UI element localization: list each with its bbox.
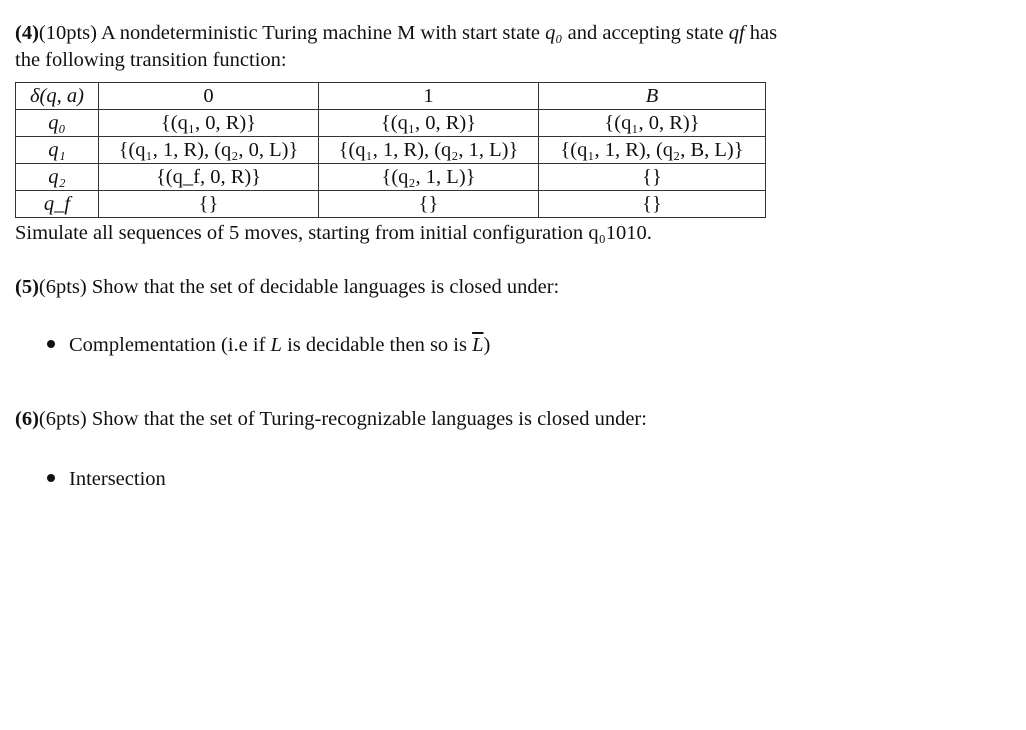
transition-cell: {(q_f, 0, R)} (99, 164, 319, 191)
transition-cell: {} (99, 191, 319, 218)
bullet-text-b: is decidable then so is (281, 334, 473, 356)
transition-cell: {} (539, 164, 766, 191)
bullet-text-a: Complementation (i.e if (69, 334, 271, 356)
table-row (16, 191, 766, 218)
question-5 (15, 274, 1015, 301)
question-4-points: (10pts) (38, 22, 97, 44)
table-header-row (16, 83, 766, 110)
header-cell: 1 (319, 83, 539, 110)
bullet-text-c: ) (483, 334, 491, 356)
question-5-bullet (47, 332, 1015, 359)
state-cell: q₀ (16, 110, 99, 137)
question-6-text: Show that the set of Turing-recognizable languages is closed under: (91, 408, 647, 430)
table-row (16, 137, 766, 164)
transition-cell: {(q₁, 0, R)} (99, 110, 319, 137)
question-4-text-a: A nondeterministic Turing machine M with start state (100, 22, 546, 44)
question-6-number: (6) (15, 408, 39, 430)
table-row (16, 110, 766, 137)
transition-cell: {(q₁, 0, R)} (319, 110, 539, 137)
transition-cell: {} (319, 191, 539, 218)
initial-configuration: q₀1010. (588, 222, 652, 244)
header-cell: δ(q, a) (16, 83, 99, 110)
question-4-text-b: and accepting state (562, 22, 729, 44)
simulate-text: Simulate all sequences of 5 moves, starting from initial configuration (15, 222, 589, 244)
question-4-intro (15, 20, 1015, 74)
bullet-icon (47, 474, 55, 482)
document-page (15, 20, 1015, 493)
question-4-line2: the following transition function: (15, 49, 287, 71)
bullet-text (69, 332, 490, 359)
start-state-symbol: q₀ (545, 22, 563, 44)
question-6 (15, 406, 1015, 433)
bullet-icon (47, 340, 55, 348)
question-5-number: (5) (15, 276, 39, 298)
question-4-text-c: has (744, 22, 778, 44)
table-row (16, 164, 766, 191)
question-6-points: (6pts) (38, 408, 87, 430)
transition-cell: {(q₁, 0, R)} (539, 110, 766, 137)
header-cell: 0 (99, 83, 319, 110)
transition-cell: {(q₁, 1, R), (q₂, 1, L)} (319, 137, 539, 164)
language-symbol: L (270, 334, 282, 356)
state-cell: q₂ (16, 164, 99, 191)
question-5-points: (6pts) (38, 276, 87, 298)
bullet-text: Intersection (69, 468, 166, 490)
state-cell: q_f (16, 191, 99, 218)
state-cell: q₁ (16, 137, 99, 164)
header-cell: B (539, 83, 766, 110)
question-6-bullet (47, 466, 1015, 493)
transition-cell: {} (539, 191, 766, 218)
transition-table (15, 82, 766, 218)
transition-cell: {(q₁, 1, R), (q₂, B, L)} (539, 137, 766, 164)
transition-cell: {(q₁, 1, R), (q₂, 0, L)} (99, 137, 319, 164)
complement-language-symbol: $\overline{L}$ (472, 334, 484, 356)
accept-state-symbol: qf (728, 22, 745, 44)
question-5-text: Show that the set of decidable languages is closed under: (91, 276, 560, 298)
simulate-instruction (15, 220, 1015, 247)
transition-cell: {(q₂, 1, L)} (319, 164, 539, 191)
question-4-number: (4) (15, 22, 39, 44)
